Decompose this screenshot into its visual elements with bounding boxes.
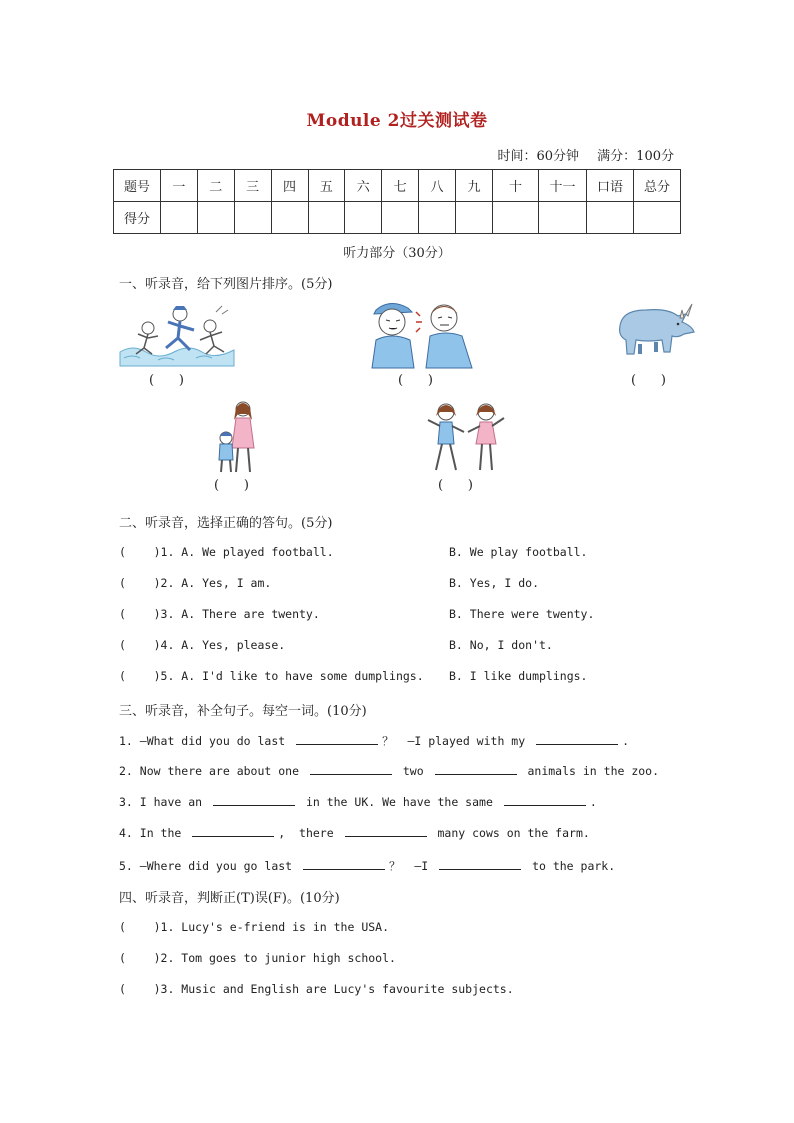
section1-heading: 一、听录音，给下列图片排序。(5分): [119, 277, 333, 292]
section2-question-3: ( )3. A. There are twenty.: [119, 607, 320, 621]
section2-question-2: ( )2. A. Yes, I am.: [119, 576, 272, 590]
score-header-cell: 七: [382, 170, 419, 202]
sentence-text: animals in the zoo.: [520, 764, 660, 778]
section3-heading: 三、听录音，补全句子。每空一词。(10分): [119, 704, 367, 719]
answer-paren[interactable]: ( ): [438, 478, 473, 493]
section3-sentence-4: [119, 826, 590, 840]
exam-meta: [497, 145, 674, 164]
sentence-text: , there: [278, 826, 341, 840]
fill-blank[interactable]: [192, 826, 274, 837]
score-row-label: 得分: [114, 202, 161, 234]
section2-option-b-4: B. No, I don't.: [449, 638, 553, 652]
score-header-cell: 三: [234, 170, 271, 202]
score-cell[interactable]: [539, 202, 587, 234]
score-cell[interactable]: [345, 202, 382, 234]
score-header-cell: 十: [493, 170, 539, 202]
section4-statement-2: ( )2. Tom goes to junior high school.: [119, 951, 396, 965]
section3-sentence-2: [119, 764, 659, 778]
section3-sentence-5: [119, 858, 615, 874]
score-header-cell: 六: [345, 170, 382, 202]
score-cell[interactable]: [197, 202, 234, 234]
section4-heading: 四、听录音，判断正(T)误(F)。(10分): [119, 891, 340, 906]
fill-blank[interactable]: [435, 764, 517, 775]
picture-rhino: [612, 300, 696, 358]
score-cell[interactable]: [456, 202, 493, 234]
score-header-cell: 五: [308, 170, 345, 202]
exam-full-score: 满分：100分: [597, 149, 674, 164]
score-table: [113, 169, 681, 234]
section2-option-b-2: B. Yes, I do.: [449, 576, 540, 590]
fill-blank[interactable]: [296, 734, 378, 745]
exam-time: 时间：60分钟: [497, 149, 580, 164]
score-cell[interactable]: [308, 202, 345, 234]
score-header-cell: 九: [456, 170, 493, 202]
score-header-cell: 十一: [539, 170, 587, 202]
section2-question-1: ( )1. A. We played football.: [119, 545, 334, 559]
sentence-text: many cows on the farm.: [430, 826, 590, 840]
score-header-cell: 四: [271, 170, 308, 202]
fill-blank[interactable]: [303, 859, 385, 870]
fill-blank[interactable]: [504, 795, 586, 806]
section2-question-5: ( )5. A. I'd like to have some dumplings.: [119, 669, 424, 683]
section2-question-4: ( )4. A. Yes, please.: [119, 638, 286, 652]
sentence-text: .: [589, 795, 597, 809]
sentence-text: 4. In the: [119, 826, 189, 840]
fill-blank[interactable]: [439, 859, 521, 870]
section2-option-b-3: B. There were twenty.: [449, 607, 595, 621]
sentence-text: .: [622, 734, 630, 748]
sentence-text: 3. I have an: [119, 795, 210, 809]
score-cell[interactable]: [382, 202, 419, 234]
sentence-text: 1. —What did you do last: [119, 734, 293, 748]
section4-statement-1: ( )1. Lucy's e-friend is in the USA.: [119, 920, 390, 934]
section3-sentence-3: [119, 795, 597, 809]
score-header-cell: 一: [161, 170, 198, 202]
score-header-cell: 总分: [634, 170, 681, 202]
score-table-header-row: [114, 170, 681, 202]
picture-two-girls-dancing: [424, 400, 508, 474]
section2-heading: 二、听录音，选择正确的答句。(5分): [119, 516, 333, 531]
answer-paren[interactable]: ( ): [214, 478, 249, 493]
picture-running-in-water: [118, 300, 236, 370]
listening-heading: 听力部分（30分）: [343, 246, 451, 261]
score-cell[interactable]: [634, 202, 681, 234]
score-cell[interactable]: [161, 202, 198, 234]
sentence-text: 2. Now there are about one: [119, 764, 306, 778]
page-title: Module 2过关测试卷: [306, 111, 488, 131]
score-cell[interactable]: [234, 202, 271, 234]
sentence-text: in the UK. We have the same: [299, 795, 500, 809]
sentence-text: two: [395, 764, 431, 778]
answer-paren[interactable]: ( ): [149, 373, 184, 388]
score-cell[interactable]: [493, 202, 539, 234]
score-header-cell: 八: [419, 170, 456, 202]
fill-blank[interactable]: [213, 795, 295, 806]
fill-blank[interactable]: [310, 764, 392, 775]
fill-blank[interactable]: [345, 826, 427, 837]
picture-two-boys-arguing: [362, 294, 482, 370]
score-cell[interactable]: [271, 202, 308, 234]
section2-option-b-1: B. We play football.: [449, 545, 588, 559]
answer-paren[interactable]: ( ): [398, 373, 433, 388]
section2-option-b-5: B. I like dumplings.: [449, 669, 588, 683]
score-header-cell: 题号: [114, 170, 161, 202]
sentence-text: ？ —I: [389, 859, 436, 873]
fill-blank[interactable]: [536, 734, 618, 745]
score-table-score-row: [114, 202, 681, 234]
score-header-cell: 口语: [587, 170, 634, 202]
picture-girl-with-little-boy: [214, 400, 260, 476]
score-cell[interactable]: [587, 202, 634, 234]
score-cell[interactable]: [419, 202, 456, 234]
section4-statement-3: ( )3. Music and English are Lucy's favourite subjects.: [119, 982, 514, 996]
sentence-text: ？ —I played with my: [382, 734, 533, 748]
sentence-text: to the park.: [525, 859, 616, 873]
score-header-cell: 二: [197, 170, 234, 202]
sentence-text: 5. —Where did you go last: [119, 859, 300, 873]
answer-paren[interactable]: ( ): [631, 373, 666, 388]
section3-sentence-1: [119, 733, 629, 749]
